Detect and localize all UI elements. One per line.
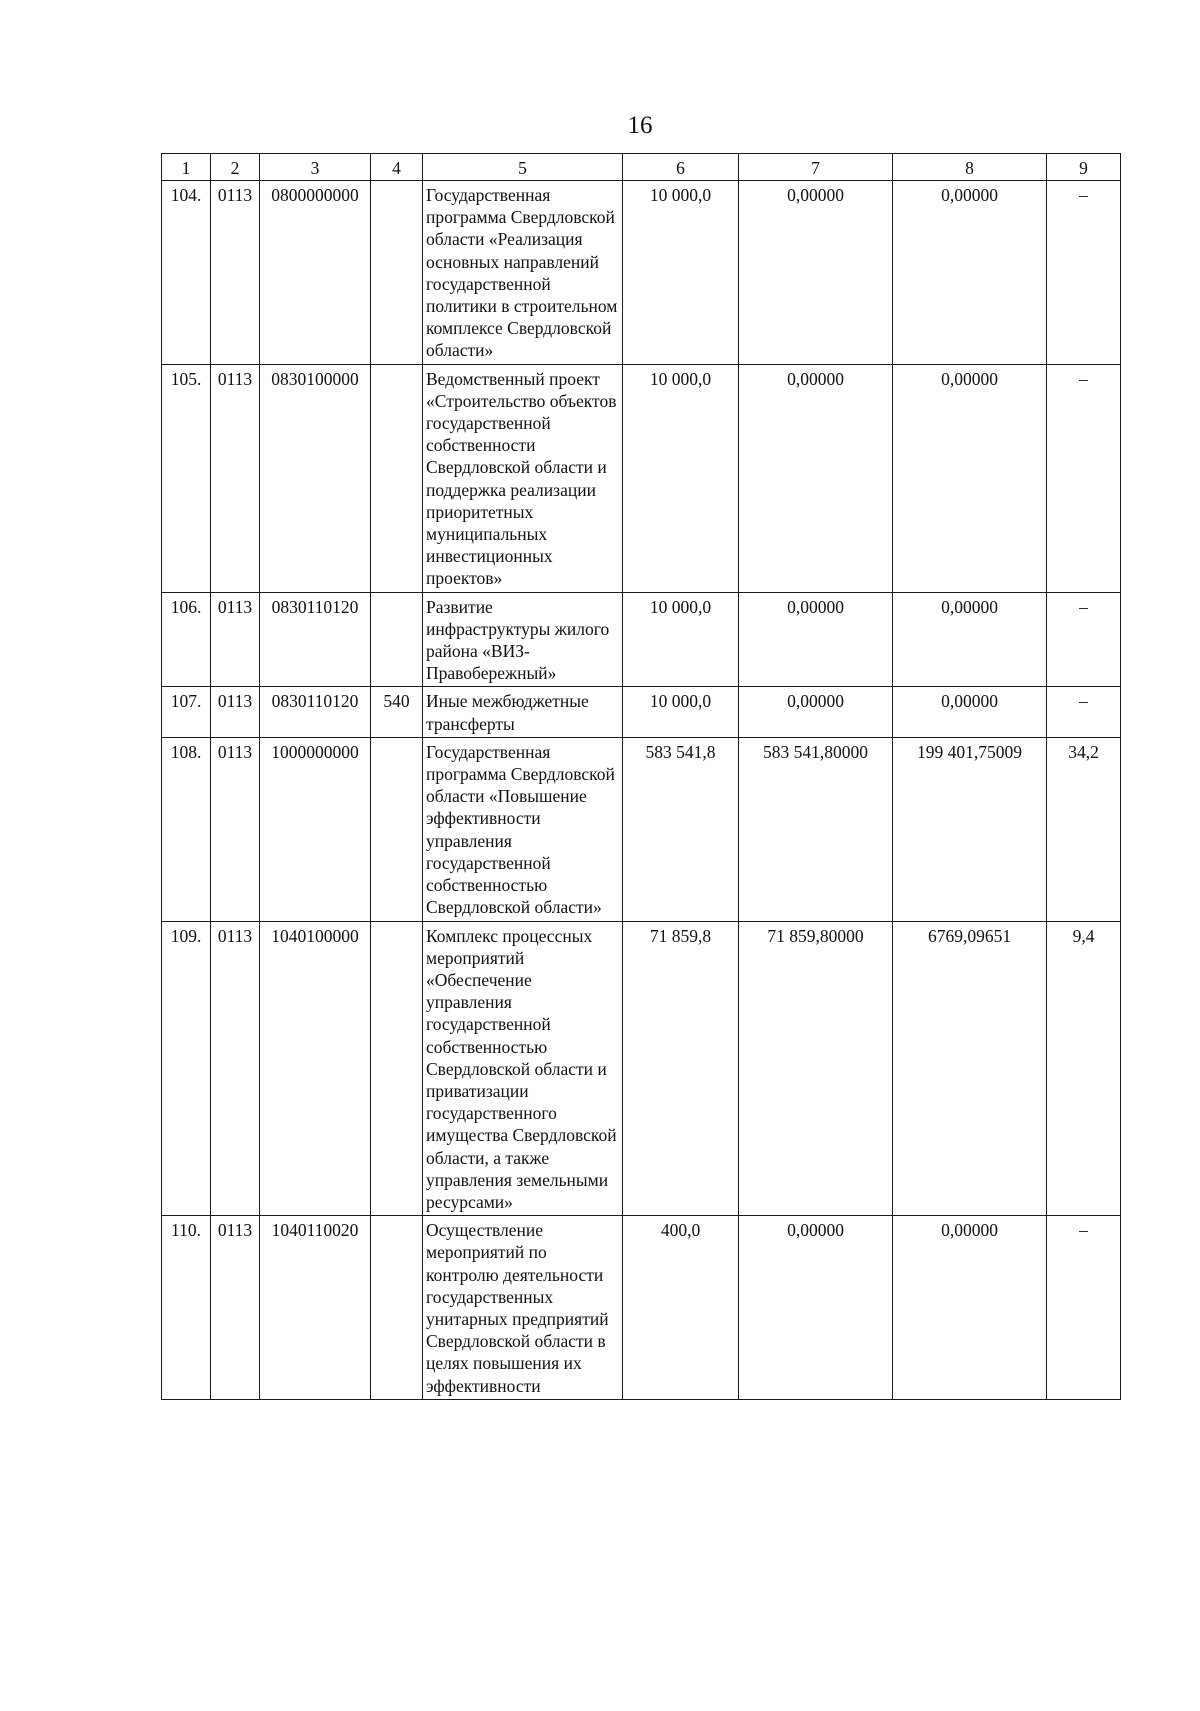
executed-amount: 6769,09651 [893,921,1047,1216]
limits-amount: 0,00000 [739,592,893,687]
header-cell: 9 [1047,154,1121,181]
item-name: Осуществление мероприятий по контролю деятельности государственных унитарных предприятий Свердловской области в целях повышения их эффективности [423,1216,623,1400]
row-number: 107. [162,687,211,737]
header-cell: 3 [260,154,371,181]
target-code: 1040110020 [260,1216,371,1400]
plan-amount: 10 000,0 [623,181,739,365]
plan-amount: 10 000,0 [623,687,739,737]
table-row [162,687,1121,737]
target-code: 1040100000 [260,921,371,1216]
plan-amount: 583 541,8 [623,737,739,921]
execution-percent: – [1047,1216,1121,1400]
execution-percent: – [1047,687,1121,737]
plan-amount: 400,0 [623,1216,739,1400]
row-number: 110. [162,1216,211,1400]
limits-amount: 0,00000 [739,181,893,365]
item-name: Государственная программа Свердловской области «Повышение эффективности управления государственной собственностью Свердловской области» [423,737,623,921]
target-code: 1000000000 [260,737,371,921]
execution-percent: – [1047,181,1121,365]
plan-amount: 71 859,8 [623,921,739,1216]
section-code: 0113 [211,592,260,687]
section-code: 0113 [211,364,260,592]
section-code: 0113 [211,1216,260,1400]
plan-amount: 10 000,0 [623,592,739,687]
table-header [162,154,1121,181]
expense-type-code [371,737,423,921]
expense-type-code [371,181,423,365]
limits-amount: 0,00000 [739,364,893,592]
header-cell: 6 [623,154,739,181]
expense-type-code [371,1216,423,1400]
target-code: 0830100000 [260,364,371,592]
executed-amount: 0,00000 [893,364,1047,592]
header-cell: 4 [371,154,423,181]
section-code: 0113 [211,687,260,737]
limits-amount: 0,00000 [739,687,893,737]
item-name: Иные межбюджетные трансферты [423,687,623,737]
page-number: 16 [627,112,653,139]
table-body [162,181,1121,1400]
executed-amount: 0,00000 [893,1216,1047,1400]
expense-type-code [371,364,423,592]
table-row [162,1216,1121,1400]
row-number: 104. [162,181,211,365]
item-name: Государственная программа Свердловской области «Реализация основных направлений государственной политики в строительном комплексе Свердловской области» [423,181,623,365]
limits-amount: 0,00000 [739,1216,893,1400]
expense-type-code [371,592,423,687]
item-name: Развитие инфраструктуры жилого района «ВИЗ-Правобережный» [423,592,623,687]
header-cell: 8 [893,154,1047,181]
expense-type-code: 540 [371,687,423,737]
table-row [162,364,1121,592]
row-number: 105. [162,364,211,592]
executed-amount: 199 401,75009 [893,737,1047,921]
row-number: 106. [162,592,211,687]
executed-amount: 0,00000 [893,592,1047,687]
row-number: 108. [162,737,211,921]
section-code: 0113 [211,737,260,921]
header-cell: 5 [423,154,623,181]
item-name: Комплекс процессных мероприятий «Обеспечение управления государственной собственностью Свердловской области и приватизации государственного имущества Свердловской области, а также управления земельными ресурсами» [423,921,623,1216]
executed-amount: 0,00000 [893,687,1047,737]
limits-amount: 583 541,80000 [739,737,893,921]
row-number: 109. [162,921,211,1216]
execution-percent: – [1047,364,1121,592]
header-cell: 1 [162,154,211,181]
table-row [162,737,1121,921]
target-code: 0830110120 [260,592,371,687]
header-cell: 2 [211,154,260,181]
budget-table [161,153,1121,1400]
header-row [162,154,1121,181]
execution-percent: 34,2 [1047,737,1121,921]
expense-type-code [371,921,423,1216]
target-code: 0830110120 [260,687,371,737]
table-row [162,592,1121,687]
table-row [162,921,1121,1216]
table-row [162,181,1121,365]
execution-percent: 9,4 [1047,921,1121,1216]
section-code: 0113 [211,921,260,1216]
header-cell: 7 [739,154,893,181]
limits-amount: 71 859,80000 [739,921,893,1216]
execution-percent: – [1047,592,1121,687]
executed-amount: 0,00000 [893,181,1047,365]
item-name: Ведомственный проект «Строительство объектов государственной собственности Свердловской области и поддержка реализации приоритетных муниципальных инвестиционных проектов» [423,364,623,592]
target-code: 0800000000 [260,181,371,365]
section-code: 0113 [211,181,260,365]
plan-amount: 10 000,0 [623,364,739,592]
